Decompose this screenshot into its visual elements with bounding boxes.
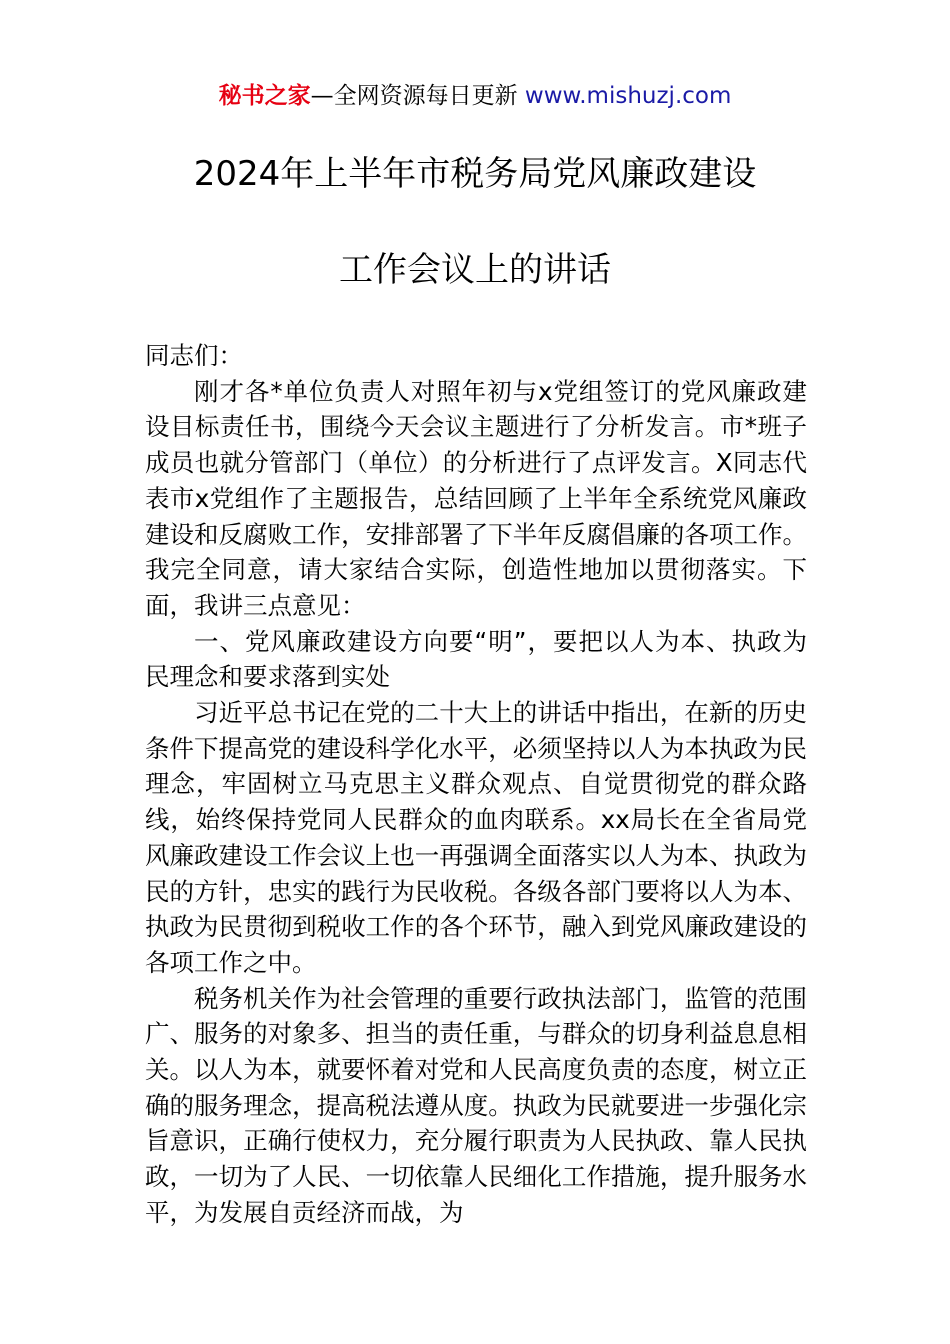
document-title-line-2: 工作会议上的讲话 [339, 250, 611, 290]
paragraph: 刚才各*单位负责人对照年初与x党组签订的党风廉政建设目标责任书，围绕今天会议主题进行了分析发言。市*班子成员也就分管部门（单位）的分析进行了点评发言。X同志代表市x党组作了主题报告，总结回顾了上半年全系统党风廉政建设和反腐败工作，安排部署了下半年反腐倡廉的各项工作。我完全同意，请大家结合实际，创造性地加以贯彻落实。下面，我讲三点意见： [145, 376, 807, 620]
salutation: 同志们： [145, 341, 243, 370]
brand-name: 秘书之家 [218, 83, 311, 109]
document-title-line-1: 2024年上半年市税务局党风廉政建设 [193, 154, 757, 194]
paragraph: 税务机关作为社会管理的重要行政执法部门，监管的范围广、服务的对象多、担当的责任重，与群众的切身利益息息相关。以人为本，就要怀着对党和人民高度负责的态度，树立正确的服务理念，提高税法遵从度。执政为民就要进一步强化宗旨意识，正确行使权力，充分履行职责为人民执政、靠人民执政，一切为了人民、一切依靠人民细化工作措施，提升服务水平，为发展自贡经济而战，为 [145, 983, 807, 1227]
section-heading: 一、党风廉政建设方向要“明”，要把以人为本、执政为民理念和要求落到实处 [145, 626, 807, 692]
document-body [145, 338, 807, 1231]
header-banner [0, 78, 950, 114]
banner-tagline: —全网资源每日更新 [310, 83, 525, 109]
paragraph: 习近平总书记在党的二十大上的讲话中指出，在新的历史条件下提高党的建设科学化水平，必须坚持以人为本执政为民理念，牢固树立马克思主义群众观点、自觉贯彻党的群众路线，始终保持党同人民群众的血肉联系。xx局长在全省局党风廉政建设工作会议上也一再强调全面落实以人为本、执政为民的方针，忠实的践行为民收税。各级各部门要将以人为本、执政为民贯彻到税收工作的各个环节，融入到党风廉政建设的各项工作之中。 [145, 698, 807, 977]
website-link[interactable]: www.mishuzj.com [524, 83, 732, 109]
